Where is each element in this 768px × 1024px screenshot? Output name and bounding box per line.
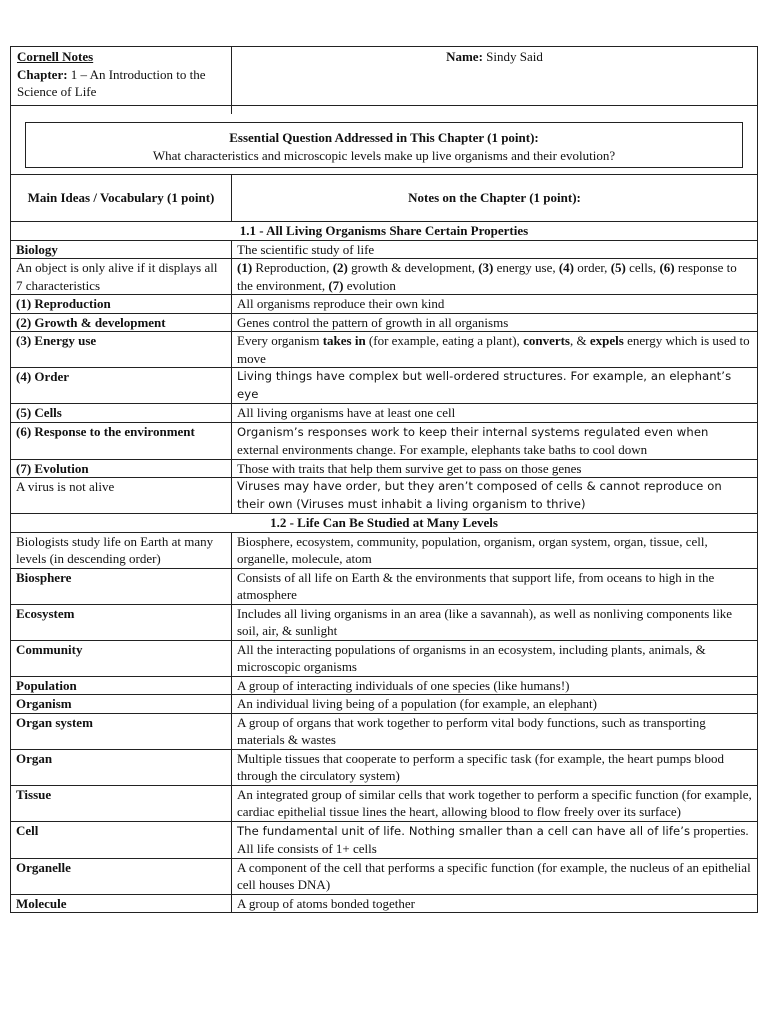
note-cell: A group of interacting individuals of one species (like humans!) (232, 676, 758, 695)
note-cell: Those with traits that help them survive get to pass on those genes (232, 459, 758, 478)
essential-question-row (11, 114, 758, 175)
note-fragment: expels (589, 333, 624, 348)
note-fragment: growth & development, (347, 260, 479, 275)
table-row (11, 532, 758, 568)
table-row (11, 640, 758, 676)
table-row (11, 676, 758, 695)
note-fragment: properties. All life consists of 1+ cells (237, 822, 749, 856)
term-cell: Organelle (11, 858, 232, 894)
table-row (11, 404, 758, 423)
note-cell: A group of atoms bonded together (232, 894, 758, 913)
note-cell: An integrated group of similar cells that work together to perform a specific function (for example, cardiac epithelial tissue lines the heart, allowing blood to flow freely over its surface) (232, 785, 758, 821)
note-fragment: external environments change. For example, elephants take baths to cool down (237, 442, 648, 457)
term-cell: Organ system (11, 713, 232, 749)
table-row (11, 821, 758, 858)
chapter-label: Chapter: (17, 66, 68, 82)
term-cell: (4) Order (11, 368, 232, 404)
spacer-right (232, 106, 758, 115)
table-row (11, 459, 758, 478)
note-fragment: , & (570, 333, 590, 348)
note-fragment: Organism’s responses work to keep their internal systems regulated even when (237, 424, 709, 439)
note-fragment: converts (523, 333, 570, 348)
note-cell: All organisms reproduce their own kind (232, 295, 758, 314)
notes-header: Notes on the Chapter (1 point): (232, 175, 758, 222)
main-ideas-header: Main Ideas / Vocabulary (1 point) (11, 175, 232, 222)
table-row (11, 332, 758, 368)
term-cell: Tissue (11, 785, 232, 821)
note-fragment: The fundamental unit of life. Nothing smaller than a cell can have all of life’s (237, 823, 691, 838)
note-cell (232, 821, 758, 858)
notes-table (10, 46, 758, 913)
note-cell: Multiple tissues that cooperate to perform a specific task (for example, the heart pumps blood through the circulatory system) (232, 749, 758, 785)
section-title: 1.1 - All Living Organisms Share Certain Properties (11, 222, 758, 241)
table-row (11, 568, 758, 604)
note-cell: A group of organs that work together to perform vital body functions, such as transporting materials & wastes (232, 713, 758, 749)
table-row (11, 240, 758, 259)
note-fragment: response to the environment, (237, 260, 737, 293)
spacer-row (11, 106, 758, 115)
table-row (11, 713, 758, 749)
note-fragment: (2) (332, 260, 348, 275)
term-cell: Biology (11, 240, 232, 259)
note-cell: The scientific study of life (232, 240, 758, 259)
note-fragment: order, (574, 260, 611, 275)
term-cell: Ecosystem (11, 604, 232, 640)
note-cell: Genes control the pattern of growth in all organisms (232, 313, 758, 332)
table-row (11, 785, 758, 821)
table-row (11, 604, 758, 640)
section-row (11, 222, 758, 241)
term-cell: A virus is not alive (11, 478, 232, 514)
term-cell: (2) Growth & development (11, 313, 232, 332)
note-cell: Includes all living organisms in an area (like a savannah), as well as nonliving components like soil, air, & sunlight (232, 604, 758, 640)
note-fragment: (4) (558, 260, 575, 275)
table-row (11, 478, 758, 514)
note-cell: Viruses may have order, but they aren’t composed of cells & cannot reproduce on their own (Viruses must inhabit a living organism to thrive) (232, 478, 758, 514)
section-title: 1.2 - Life Can Be Studied at Many Levels (11, 514, 758, 533)
term-cell: Molecule (11, 894, 232, 913)
chapter-line (17, 66, 225, 101)
spacer-left (11, 106, 232, 115)
table-row (11, 295, 758, 314)
term-cell: (1) Reproduction (11, 295, 232, 314)
term-cell: Community (11, 640, 232, 676)
table-row (11, 313, 758, 332)
note-fragment: (3) (478, 260, 494, 275)
term-cell: (6) Response to the environment (11, 422, 232, 459)
note-cell: A component of the cell that performs a specific function (for example, the nucleus of an epithelial cell houses DNA) (232, 858, 758, 894)
table-row (11, 894, 758, 913)
table-row (11, 259, 758, 295)
note-fragment: (1) (237, 260, 253, 275)
table-row (11, 858, 758, 894)
essential-question-cell (11, 114, 758, 175)
name-value: Sindy Said (486, 49, 543, 64)
term-cell: Cell (11, 821, 232, 858)
note-fragment: energy which is used to move (237, 333, 750, 366)
note-cell: An individual living being of a population (for example, an elephant) (232, 695, 758, 714)
name-cell (232, 47, 758, 106)
column-header-row (11, 175, 758, 222)
notes-type: Cornell Notes (17, 49, 94, 64)
note-fragment: (5) (610, 260, 626, 275)
note-fragment: (7) (328, 277, 344, 293)
note-fragment: takes in (322, 333, 366, 348)
note-fragment: evolution (343, 277, 396, 293)
note-fragment: cells, (625, 260, 660, 275)
term-cell: Organism (11, 695, 232, 714)
term-cell: Organ (11, 749, 232, 785)
essential-question-title: Essential Question Addressed in This Chapter (1 point): (229, 130, 539, 145)
name-label: Name: (446, 49, 483, 64)
chapter-value: 1 – An Introduction to the Science of Life (17, 66, 206, 99)
note-fragment: energy use, (493, 260, 559, 275)
header-row (11, 47, 758, 106)
note-fragment: Every organism (237, 333, 323, 348)
note-cell: All living organisms have at least one cell (232, 404, 758, 423)
note-cell: Living things have complex but well-ordered structures. For example, an elephant’s eye (232, 368, 758, 404)
note-cell: All the interacting populations of organisms in an ecosystem, including plants, animals, & microscopic organisms (232, 640, 758, 676)
cornell-notes-sheet (10, 46, 757, 913)
term-cell: An object is only alive if it displays all 7 characteristics (11, 259, 232, 295)
term-cell: (7) Evolution (11, 459, 232, 478)
note-fragment: Reproduction, (252, 260, 333, 275)
note-cell (232, 422, 758, 459)
essential-question-text: What characteristics and microscopic levels make up live organisms and their evolution? (152, 147, 616, 163)
table-row (11, 749, 758, 785)
table-row (11, 368, 758, 404)
term-cell: (5) Cells (11, 404, 232, 423)
note-fragment: (6) (659, 260, 675, 275)
section-row (11, 514, 758, 533)
note-cell (232, 332, 758, 368)
term-cell: Population (11, 676, 232, 695)
header-info-cell (11, 47, 232, 106)
term-cell: (3) Energy use (11, 332, 232, 368)
term-cell: Biosphere (11, 568, 232, 604)
note-cell: Biosphere, ecosystem, community, population, organism, organ system, organ, tissue, cell, organelle, molecule, atom (232, 532, 758, 568)
essential-question-box (25, 122, 743, 168)
table-row (11, 422, 758, 459)
note-cell (232, 259, 758, 295)
note-fragment: (for example, eating a plant), (365, 333, 524, 348)
table-row (11, 695, 758, 714)
note-cell: Consists of all life on Earth & the environments that support life, from oceans to high in the atmosphere (232, 568, 758, 604)
term-cell: Biologists study life on Earth at many levels (in descending order) (11, 532, 232, 568)
